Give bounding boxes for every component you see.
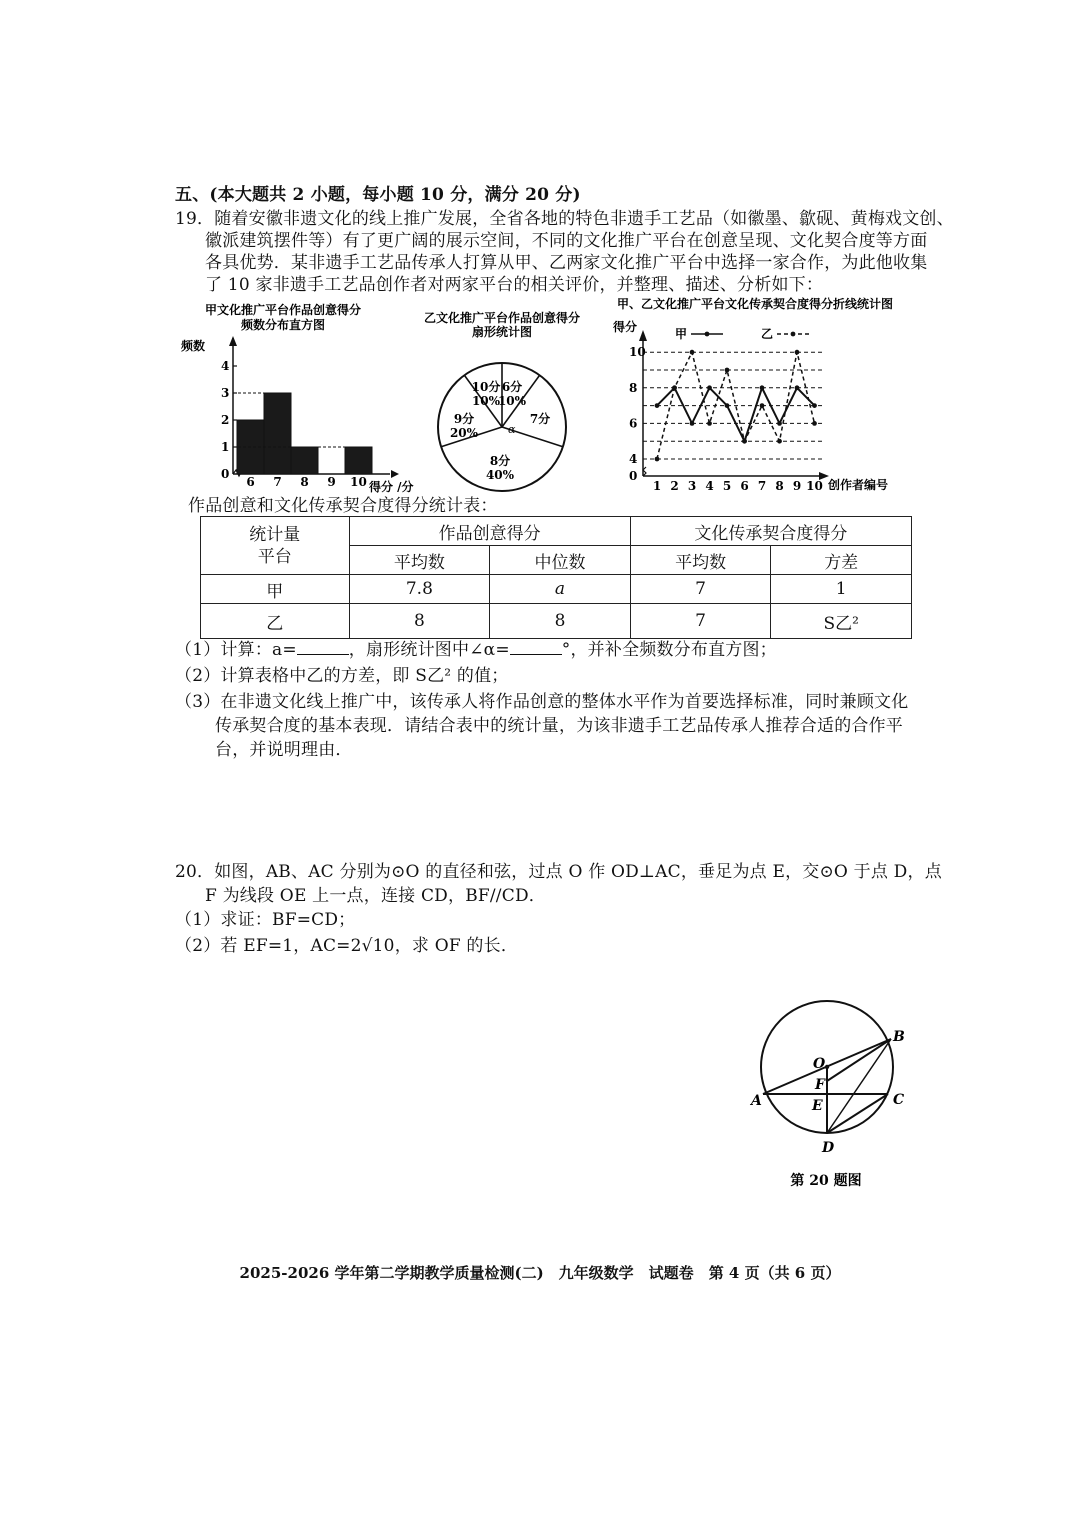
table-sub-mean2: 平均数	[630, 546, 771, 575]
line-ylabel: 得分	[613, 320, 638, 334]
series-yi-point	[760, 403, 765, 408]
stats-table	[200, 516, 912, 639]
series-yi-point	[707, 421, 712, 426]
line-xtick: 7	[757, 479, 767, 493]
histogram-ylabel: 频数	[181, 339, 206, 353]
table-cell: 1	[771, 575, 912, 604]
table-corner-top: 统计量	[249, 524, 301, 545]
pie-title-2: 扇形统计图	[471, 325, 533, 339]
line-title: 甲、乙文化推广平台文化传承契合度得分折线统计图	[617, 297, 894, 311]
q19-line-3: 各具优势．某非遗手工艺品传承人打算从甲、乙两家文化推广平台中选择一家合作，为此他收集	[205, 253, 928, 273]
label-f: F	[815, 1077, 825, 1093]
hist-ytick: 2	[221, 413, 230, 427]
label-o: O	[813, 1056, 826, 1072]
line-xtick: 5	[722, 479, 732, 493]
pie-slice-pct: 10%	[497, 394, 527, 408]
hist-ytick: 1	[221, 440, 230, 454]
pie-slice-pct: 40%	[485, 468, 515, 482]
line-ytick: 6	[629, 416, 638, 431]
series-jia-point	[725, 403, 730, 408]
q19-part-3-cont-2: 台，并说明理由．	[215, 740, 353, 760]
table-sub-median: 中位数	[490, 546, 631, 575]
series-yi-point	[742, 439, 747, 444]
label-b: B	[893, 1029, 905, 1045]
series-jia-point	[655, 403, 660, 408]
q19-part-2: （2）计算表格中乙的方差，即 S乙² 的值；	[175, 666, 509, 686]
table-corner	[201, 517, 350, 575]
line-chart	[605, 293, 910, 498]
hist-ytick: 4	[221, 359, 230, 373]
pie-slice-label: 6分	[501, 380, 523, 394]
table-group-culture: 文化传承契合度得分	[630, 517, 911, 546]
q19-part-3-cont-1: 传承契合度的基本表现．请结合表中的统计量，为该非遗手工艺品传承人推荐合适的合作平	[215, 716, 903, 736]
table-cell: 7.8	[349, 575, 490, 604]
label-e: E	[812, 1098, 823, 1114]
hist-ytick: 3	[221, 386, 230, 400]
label-c: C	[893, 1092, 905, 1108]
answer-blank-a	[297, 640, 349, 655]
table-cell: 7	[630, 575, 771, 604]
table-row-jia-name: 甲	[201, 575, 350, 604]
table-cell: 8	[349, 604, 490, 639]
line-ytick: 10	[629, 345, 646, 360]
line-ytick: 8	[629, 380, 638, 395]
q19-line-1: 19．随着安徽非遗文化的线上推广发展，全省各地的特色非遗手工艺品（如徽墨、歙砚、黄梅戏文创、	[175, 209, 954, 229]
q20-part-2: （2）若 EF=1，AC=2√10，求 OF 的长．	[175, 936, 519, 956]
pie-slice-label: 10分	[471, 380, 501, 394]
pie-slice-label: 7分	[529, 412, 551, 426]
table-cell: 7	[630, 604, 771, 639]
line-xlabel: 创作者编号	[828, 478, 889, 492]
line-xtick: 2	[670, 479, 679, 493]
line-xtick: 10	[806, 479, 823, 493]
series-yi-point	[690, 350, 695, 355]
hist-bar	[264, 393, 291, 474]
series-jia-point	[795, 385, 800, 390]
series-yi-point	[777, 439, 782, 444]
histogram-xlabel: 得分 /分	[369, 480, 414, 494]
hist-ytick: 0	[221, 467, 230, 481]
label-a: A	[751, 1093, 762, 1109]
series-jia-point	[690, 421, 695, 426]
line-y-arrow	[639, 330, 647, 341]
series-yi-point	[655, 457, 660, 462]
legend-yi-point	[791, 332, 796, 337]
hist-xtick: 6	[246, 475, 255, 489]
line-ytick: 0	[629, 469, 638, 483]
series-yi-point	[672, 385, 677, 390]
series-jia-point	[812, 403, 817, 408]
histogram-chart	[175, 298, 440, 498]
table-sub-variance: 方差	[771, 546, 912, 575]
hist-xtick: 7	[273, 475, 282, 489]
series-jia-point	[760, 385, 765, 390]
line-xtick: 1	[652, 479, 662, 493]
point-o	[825, 1065, 829, 1069]
table-cell: S乙²	[771, 604, 912, 639]
label-d: D	[822, 1140, 835, 1156]
pie-chart	[410, 305, 590, 500]
line-xtick: 6	[740, 479, 749, 493]
table-sub-mean1: 平均数	[349, 546, 490, 575]
pie-slice-label: 8分	[489, 454, 511, 468]
series-yi-point	[795, 350, 800, 355]
q19-part-1-a: （1）计算：a=	[175, 640, 297, 660]
page-footer: 2025-2026 学年第二学期教学质量检测(二) 九年级数学 试题卷 第 4 页（共 6 页）	[239, 1264, 841, 1282]
hist-x-arrow	[391, 470, 399, 478]
q19-line-2: 徽派建筑摆件等）有了更广阔的展示空间，不同的文化推广平台在创意呈现、文化契合度等方面	[205, 231, 928, 251]
table-cell: 8	[490, 604, 631, 639]
hist-xtick: 9	[327, 475, 336, 489]
legend-jia-label: 甲	[675, 327, 688, 341]
hist-bar	[291, 447, 318, 474]
hist-xtick: 10	[350, 475, 367, 489]
answer-blank-alpha	[510, 640, 562, 655]
pie-slice-label: 9分	[453, 412, 475, 426]
legend-jia-point	[705, 332, 710, 337]
pie-title-1: 乙文化推广平台作品创意得分	[423, 311, 581, 325]
figure-caption: 第 20 题图	[790, 1173, 862, 1189]
line-xtick: 8	[775, 479, 784, 493]
pie-slice-pct: 20%	[449, 426, 479, 440]
segment-cd	[827, 1094, 888, 1133]
histogram-title-1: 甲文化推广平台作品创意得分	[204, 303, 362, 317]
hist-bar	[345, 447, 372, 474]
q19-part-1-b: ，扇形统计图中∠α=	[348, 640, 510, 660]
series-yi-point	[812, 421, 817, 426]
pie-angle-alpha: α	[508, 423, 516, 436]
q20-line-2: F 为线段 OE 上一点，连接 CD，BF//CD．	[205, 886, 546, 906]
hist-y-arrow	[229, 336, 237, 346]
line-xtick: 4	[705, 479, 714, 493]
q19-line-4: 了 10 家非遗手工艺品创作者对两家平台的相关评价，并整理、描述、分析如下：	[205, 275, 824, 295]
q19-part-1	[175, 638, 777, 662]
table-corner-bottom: 平台	[257, 546, 292, 567]
segment-bf	[827, 1039, 891, 1081]
pie-slice-pct: 10%	[471, 394, 501, 408]
q20-line-1: 20．如图，AB、AC 分别为⊙O 的直径和弦，过点 O 作 OD⊥AC，垂足为点 E，交⊙O 于点 D，点	[175, 862, 942, 882]
hist-xtick: 8	[300, 475, 309, 489]
table-group-creative: 作品创意得分	[349, 517, 630, 546]
q19-part-1-c: °，并补全频数分布直方图；	[561, 640, 777, 660]
line-xtick: 3	[687, 479, 697, 493]
line-ytick: 4	[629, 452, 638, 466]
q20-part-1: （1）求证：BF=CD；	[175, 910, 356, 930]
section-title: 五、(本大题共 2 小题，每小题 10 分，满分 20 分)	[175, 185, 581, 205]
series-jia-line	[657, 388, 815, 441]
series-jia-point	[707, 385, 712, 390]
series-jia-point	[777, 421, 782, 426]
table-row-yi-name: 乙	[201, 604, 350, 639]
line-xtick: 9	[792, 479, 802, 493]
series-yi-point	[725, 368, 730, 373]
legend-yi-label: 乙	[761, 327, 774, 341]
circle-figure	[745, 995, 920, 1195]
histogram-title-2: 频数分布直方图	[240, 318, 326, 332]
table-cell: a	[490, 575, 631, 604]
table-caption: 作品创意和文化传承契合度得分统计表：	[188, 496, 498, 516]
q19-part-3: （3）在非遗文化线上推广中，该传承人将作品创意的整体水平作为首要选择标准，同时兼顾文化	[175, 692, 909, 712]
